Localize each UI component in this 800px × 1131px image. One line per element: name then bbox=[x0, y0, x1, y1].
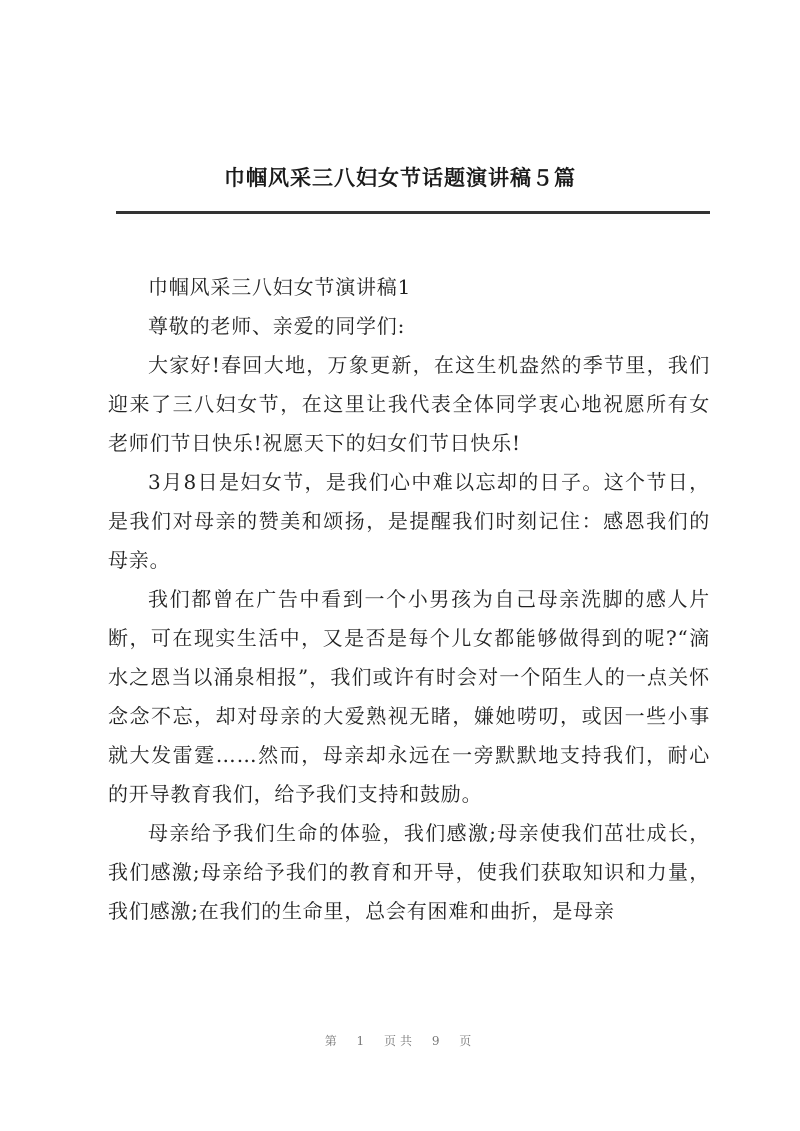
section-heading: 巾帼风采三八妇女节演讲稿1 bbox=[148, 275, 412, 299]
salutation: 尊敬的老师、亲爱的同学们: bbox=[148, 314, 406, 338]
title-divider bbox=[116, 211, 710, 214]
body-paragraph: 我们都曾在广告中看到一个小男孩为自己母亲洗脚的感人片断，可在现实生活中，又是否是每个儿女都能够做得到的呢?“滴水之恩当以涌泉相报”，我们或许有时会对一个陌生人的一点关怀念念不忘，却对母亲的大爱熟视无睹，嫌她唠叨，或因一些小事就大发雷霆……然而，母亲却永远在一旁默默地支持我们，耐心的开导教育我们，给予我们支持和鼓励。 bbox=[108, 587, 710, 806]
body-paragraph: 3月8日是妇女节，是我们心中难以忘却的日子。这个节日，是我们对母亲的赞美和颂扬，是提醒我们时刻记住：感恩我们的母亲。 bbox=[108, 470, 710, 572]
document-body bbox=[108, 268, 710, 931]
page-title: 巾帼风采三八妇女节话题演讲稿５篇 bbox=[224, 165, 576, 190]
page-number: 第 1 页共 9 页 bbox=[324, 1034, 476, 1048]
body-paragraph: 母亲给予我们生命的体验，我们感激;母亲使我们茁壮成长，我们感激;母亲给予我们的教育和开导，使我们获取知识和力量，我们感激;在我们的生命里，总会有困难和曲折，是母亲 bbox=[108, 821, 710, 923]
body-paragraph: 大家好!春回大地，万象更新，在这生机盎然的季节里，我们迎来了三八妇女节，在这里让我代表全体同学衷心地祝愿所有女老师们节日快乐!祝愿天下的妇女们节日快乐! bbox=[108, 353, 710, 455]
